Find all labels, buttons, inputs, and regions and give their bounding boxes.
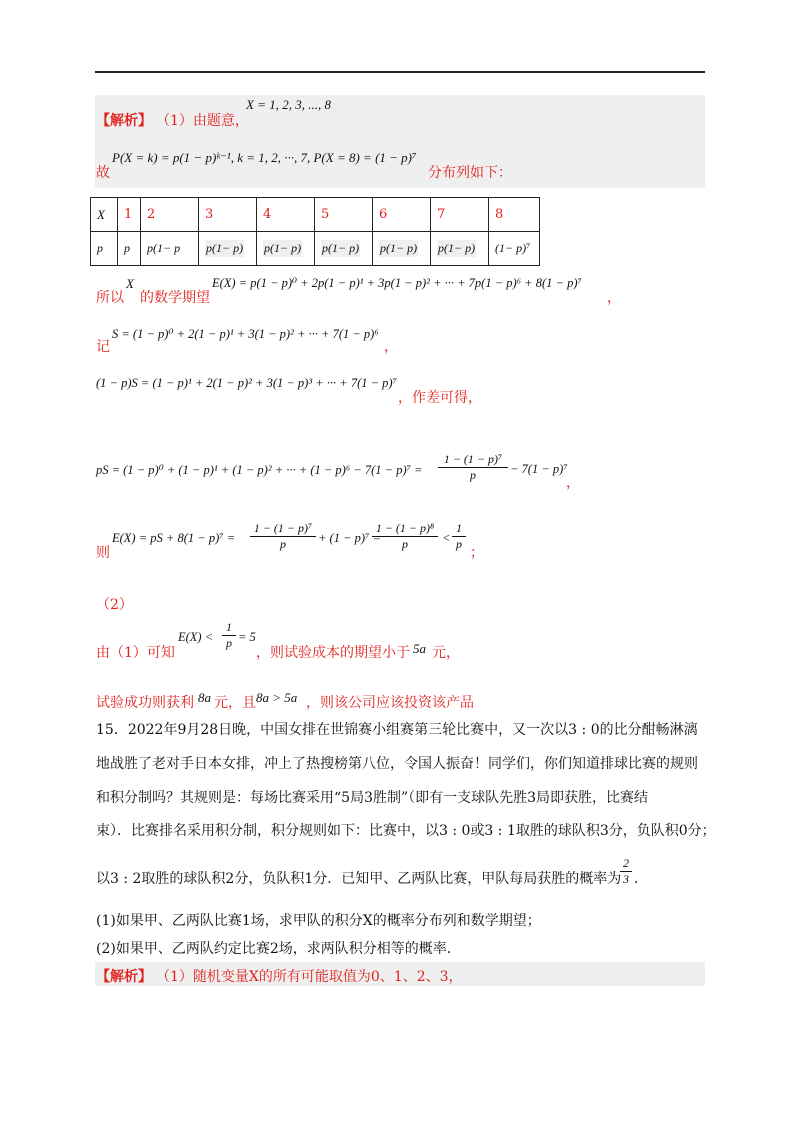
part2-frac-den: p (222, 635, 236, 651)
cell-text: p (124, 241, 130, 255)
table-cell: X (91, 198, 118, 232)
part2-cost: 5a (413, 641, 426, 656)
ze-mid: + (1 − p)⁷ = (318, 531, 381, 545)
gu-label: 故 (96, 165, 110, 181)
prob-tail: ． (634, 871, 648, 887)
table-cell (118, 232, 141, 266)
cell-text: (1− p)⁷ (495, 241, 531, 255)
expectation-formula: E(X) = p(1 − p)⁰ + 2p(1 − p)¹ + 3p(1 − p)² + ··· + 7p(1 − p)⁶ + 8(1 − p)⁷ (212, 276, 582, 290)
part2-yuan: 元， (432, 645, 460, 661)
ji-label: 记 (96, 339, 110, 355)
table-cell (431, 232, 489, 266)
ze-f3-num: 1 (456, 521, 462, 535)
cell-text: p(1− p) (206, 241, 244, 255)
problem15-line-1: 15．2022年9月28日晚，中国女排在世锦赛小组赛第三轮比赛中，又一次以3 : 0的比分酣畅淋漓 (96, 722, 698, 738)
table-cell: 1 (118, 198, 141, 232)
cell-text: p(1− p) (264, 241, 302, 255)
table-cell (257, 232, 315, 266)
analysis-2-text: （1）随机变量X的所有可能取值为0、1、2、3， (156, 969, 463, 985)
ze-f2-num: 1 − (1 − p)⁸ (375, 521, 435, 535)
table-cell: 4 (257, 198, 315, 232)
ji-comma: ， (384, 339, 398, 355)
pmf-formula: P(X = k) = p(1 − p)ᵏ⁻¹, k = 1, 2, ···, 7, P(X = 8) = (1 − p)⁷ (112, 150, 417, 165)
table-cell: 3 (199, 198, 257, 232)
profit-val: 8a (198, 690, 211, 705)
expectation-comma: ， (607, 290, 621, 306)
profit-c: ，则该公司应该投资该产品 (306, 695, 474, 711)
ze-f3-den: p (452, 536, 466, 552)
ze-lhs: E(X) = pS + 8(1 − p)⁷ = (112, 531, 236, 545)
part2-ineq-rhs: = 5 (238, 630, 256, 644)
expectation-prefix-b: 的数学期望 (140, 290, 210, 306)
problem15-line-2: 地战胜了老对手日本女排，冲上了热搜榜第八位，令国人振奋！同学们，你们知道排球比赛的规则 (96, 756, 698, 772)
s-formula: S = (1 − p)⁰ + 2(1 − p)¹ + 3(1 − p)² + ··· + 7(1 − p)⁶ (112, 327, 379, 341)
ps-tail: ，作差可得， (398, 390, 482, 406)
table-cell (141, 232, 199, 266)
problem15-line-5: 以3 : 2取胜的球队积2分，负队积1分．已知甲、乙两队比赛，甲队每局获胜的概率为 (96, 871, 622, 887)
pS-frac-num: 1 − (1 − p)⁷ (443, 452, 503, 466)
expectation-x: X (126, 276, 134, 291)
question-2: (2)如果甲、乙两队约定比赛2场，求两队积分相等的概率． (96, 941, 461, 957)
ze-fraction-1 (250, 521, 316, 552)
prob-frac-den: 3 (620, 871, 632, 887)
distribution-table (90, 197, 540, 266)
table-cell (373, 232, 431, 266)
top-rule (95, 71, 705, 73)
part2-ineq-lhs: E(X) < (178, 630, 214, 644)
problem15-line-4: 束）．比赛排名采用积分制，积分规则如下：比赛中，以3 : 0或3 : 1取胜的球队积3分，负队积0分； (96, 823, 716, 839)
ze-label: 则 (96, 545, 110, 561)
problem15-line-3: 和积分制吗？其规则是：每场比赛采用“5局3胜制”（即有一支球队先胜3局即获胜，比赛结 (96, 790, 649, 806)
cell-text: p(1− p) (380, 241, 418, 255)
x-values: X = 1, 2, 3, ..., 8 (246, 97, 331, 112)
part2-label: （2） (96, 597, 133, 613)
ze-f1-den: p (250, 536, 316, 552)
prob-frac-num: 2 (623, 856, 629, 870)
cell-text: p(1− p) (438, 241, 476, 255)
table-prob-row (91, 232, 540, 266)
ps-formula: (1 − p)S = (1 − p)¹ + 2(1 − p)² + 3(1 − p)³ + ··· + 7(1 − p)⁷ (96, 376, 397, 390)
profit-b: 元，且 (214, 695, 256, 711)
pS-rhs: − 7(1 − p)⁷ (510, 462, 568, 476)
table-cell (489, 232, 540, 266)
prob-fraction (620, 856, 632, 887)
part2-fraction (222, 620, 236, 651)
jiexi-label: 【解析】 (96, 113, 152, 129)
cell-text: p(1− p) (322, 241, 360, 255)
cell-text: p (97, 241, 103, 255)
table-cell: 5 (315, 198, 373, 232)
profit-a: 试验成功则获利 (96, 695, 194, 711)
ze-f2-den: p (372, 536, 438, 552)
table-header-row (91, 198, 540, 232)
cell-text: p(1− p (147, 241, 181, 255)
dist-tail: 分布列如下： (428, 165, 512, 181)
expectation-prefix-a: 所以 (96, 290, 124, 306)
table-cell: 8 (489, 198, 540, 232)
part1-intro: （1）由题意， (156, 113, 249, 129)
ze-lt: < (442, 531, 451, 545)
table-cell: 7 (431, 198, 489, 232)
table-cell (315, 232, 373, 266)
table-cell: 2 (141, 198, 199, 232)
profit-ineq: 8a > 5a (256, 690, 298, 705)
pS-comma: ， (566, 475, 580, 491)
analysis-highlight-1 (95, 95, 705, 188)
ze-f1-num: 1 − (1 − p)⁷ (253, 521, 313, 535)
question-1: (1)如果甲、乙两队比赛1场，求甲队的积分X的概率分布列和数学期望； (96, 913, 541, 929)
table-cell: 6 (373, 198, 431, 232)
pS-lhs: pS = (1 − p)⁰ + (1 − p)¹ + (1 − p)² + ··· + (1 − p)⁶ − 7(1 − p)⁷ = (96, 463, 423, 477)
part2-you-b: ，则试验成本的期望小于 (256, 645, 410, 661)
part2-you-a: 由（1）可知 (96, 645, 175, 661)
ze-fraction-3 (452, 521, 466, 552)
pS-fraction (438, 452, 508, 483)
part2-frac-num: 1 (226, 620, 232, 634)
ze-fraction-2 (372, 521, 438, 552)
table-cell (199, 232, 257, 266)
jiexi-label-2: 【解析】 (96, 969, 152, 985)
pS-frac-den: p (438, 467, 508, 483)
table-cell (91, 232, 118, 266)
ze-semi: ； (470, 545, 484, 561)
